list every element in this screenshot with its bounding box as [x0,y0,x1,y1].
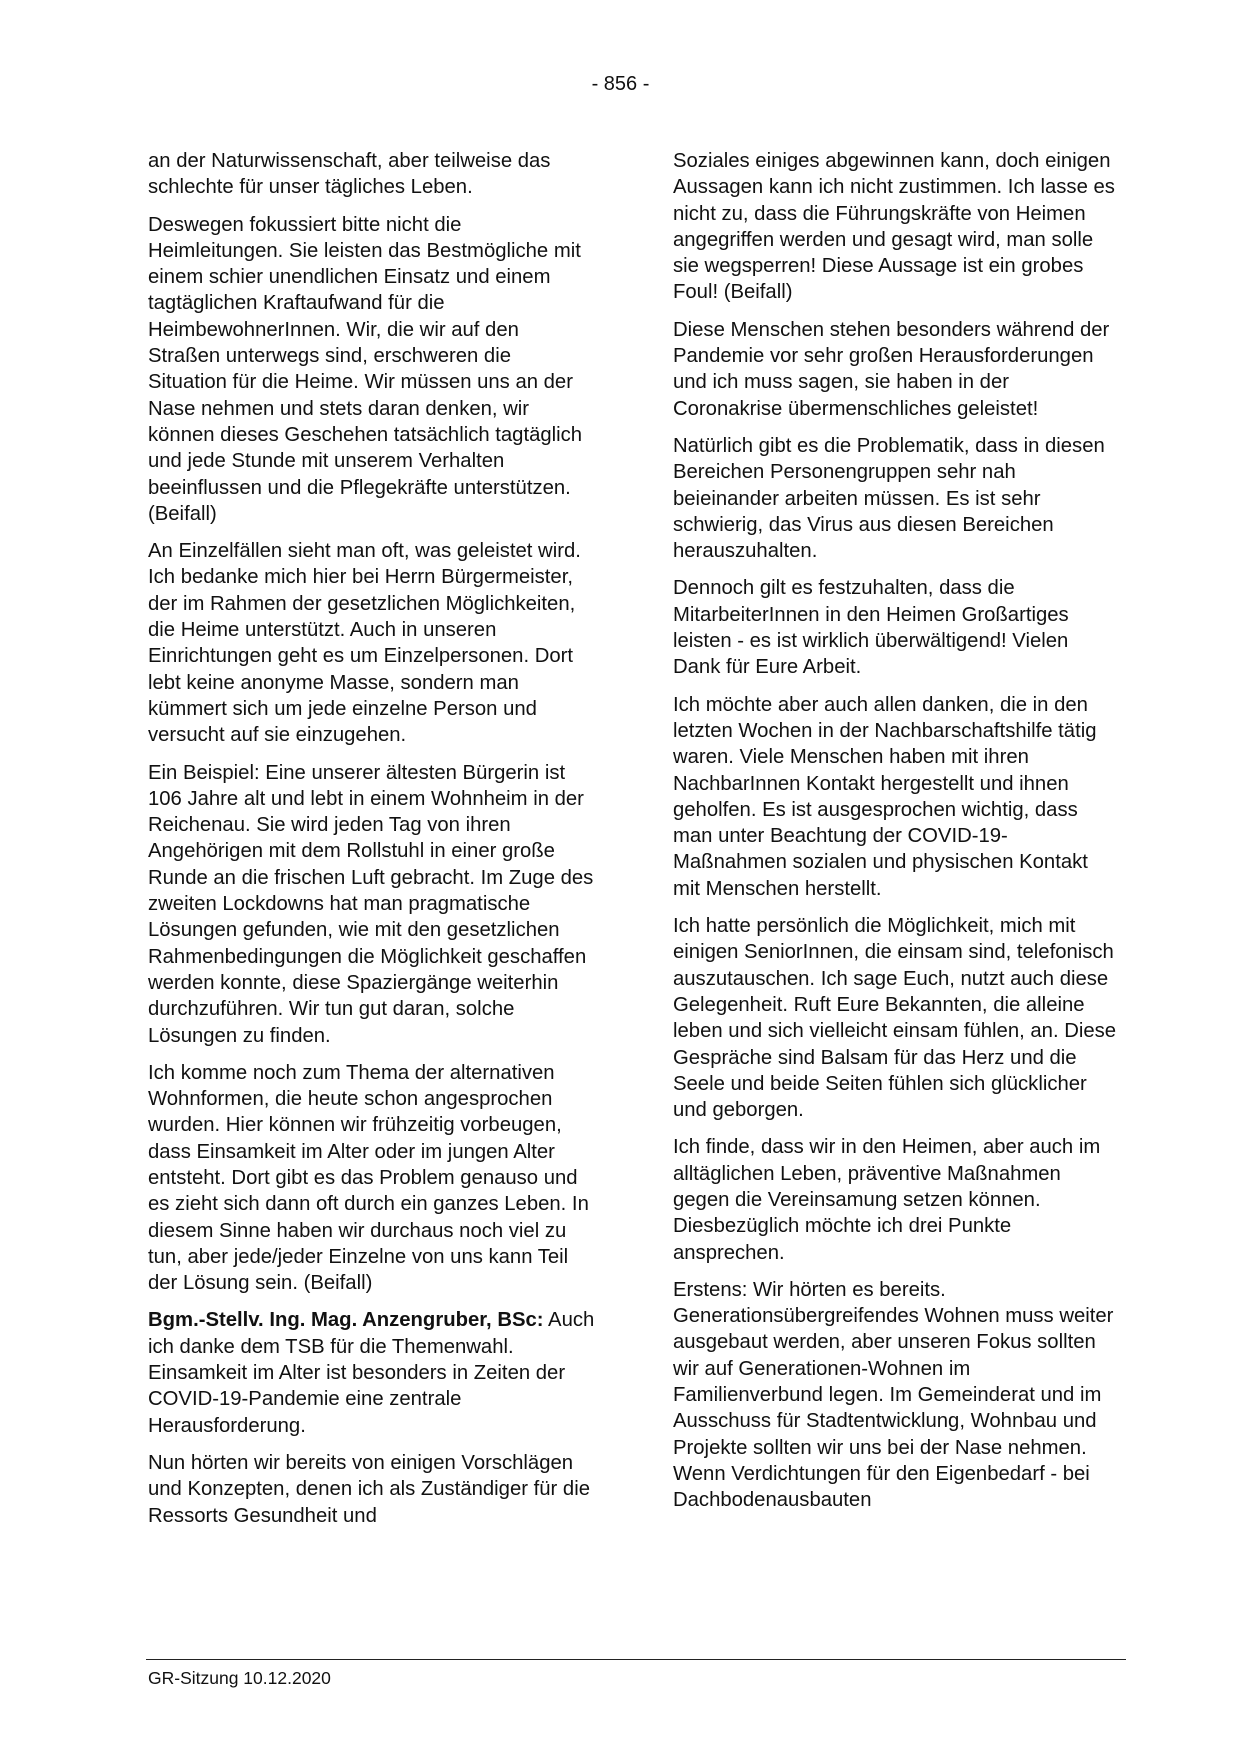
speech-text: Auch ich danke dem TSB für die Themenwahl. Einsamkeit im Alter ist besonders in Zeiten der COVID-19-Pandemie eine zentrale Herausforderung. [148,1309,595,1437]
paragraph: Soziales einiges abgewinnen kann, doch einigen Aussagen kann ich nicht zustimmen. Ich lasse es nicht zu, dass die Führungskräfte von Heimen angegriffen werden und gesagt wird, man solle sie wegsperren! Diese Aussage ist ein grobes Foul! (Beifall) [673,150,1115,304]
paragraph: Erstens: Wir hörten es bereits. Generationsübergreifendes Wohnen muss weiter ausgebaut werden, aber unseren Fokus sollten wir auf Generationen-Wohnen im Familienverbund legen. Im Gemeinderat und im Ausschuss für Stadtentwicklung, Wohnbau und Projekte sollten wir uns bei der Nase nehmen. Wenn Verdichtungen für den Eigenbedarf - bei Dachbodenausbauten [673,1278,1114,1512]
paragraph: Diese Menschen stehen besonders während der Pandemie vor sehr großen Herausforderungen und ich muss sagen, sie haben in der Coronakrise übermenschliches geleistet! [673,318,1110,420]
paragraph: Ich hatte persönlich die Möglichkeit, mich mit einigen SeniorInnen, die einsam sind, telefonisch auszutauschen. Ich sage Euch, nutzt auch diese Gelegenheit. Ruft Eure Bekannten, die alleine leben und sich vielleicht einsam fühlen, an. Diese Gespräche sind Balsam für das Herz und die Seele und beide Seiten fühlen sich glücklicher und geborgen. [673,915,1117,1122]
speaker-paragraph [148,1307,595,1438]
paragraph: Nun hörten wir bereits von einigen Vorschlägen und Konzepten, denen ich als Zuständiger für die Ressorts Gesundheit und [148,1451,590,1527]
footer-divider [146,1659,1126,1660]
paragraph: Ein Beispiel: Eine unserer ältesten Bürgerin ist 106 Jahre alt und lebt in einem Wohnheim in der Reichenau. Sie wird jeden Tag von ihren Angehörigen mit dem Rollstuhl in einer große Runde an die frischen Luft gebracht. Im Zuge des zweiten Lockdowns hat man pragmatische Lösungen gefunden, wie mit den gesetzlichen Rahmenbedingungen die Möglichkeit geschaffen werden konnte, diese Spaziergänge weiterhin durchzuführen. Wir tun gut daran, solche Lösungen zu finden. [148,761,594,1047]
paragraph: Ich finde, dass wir in den Heimen, aber auch im alltäglichen Leben, präventive Maßnahmen gegen die Vereinsamung setzen können. Diesbezüglich möchte ich drei Punkte ansprechen. [673,1136,1101,1264]
paragraph: Natürlich gibt es die Problematik, dass in diesen Bereichen Personengruppen sehr nah beieinander arbeiten müssen. Es ist sehr schwierig, das Virus aus diesen Bereichen herauszuhalten. [673,434,1105,563]
speaker-name: Bgm.-Stellv. Ing. Mag. Anzengruber, BSc: [148,1309,544,1332]
page-number: - 856 - [591,73,650,95]
paragraph: Ich komme noch zum Thema der alternativen Wohnformen, die heute schon angesprochen wurden. Hier können wir frühzeitig vorbeugen, dass Einsamkeit im Alter oder im jungen Alter entsteht. Dort gibt es das Problem genauso und es zieht sich dann oft durch ein ganzes Leben. In diesem Sinne haben wir durchaus noch viel zu tun, aber jede/jeder Einzelne von uns kann Teil der Lösung sein. (Beifall) [148,1061,589,1295]
paragraph: Deswegen fokussiert bitte nicht die Heimleitungen. Sie leisten das Bestmögliche mit einem schier unendlichen Einsatz und einem tagtäglichen Kraftaufwand für die HeimbewohnerInnen. Wir, die wir auf den Straßen unterwegs sind, erschweren die Situation für die Heime. Wir müssen uns an der Nase nehmen und stets daran denken, wir können dieses Geschehen tatsächlich tagtäglich und jede Stunde mit unserem Verhalten beeinflussen und die Pflegekräfte unterstützen. (Beifall) [148,213,583,525]
paragraph: Ich möchte aber auch allen danken, die in den letzten Wochen in der Nachbarschaftshilfe tätig waren. Viele Menschen haben mit ihren NachbarInnen Kontakt hergestellt und ihnen geholfen. Es ist ausgesprochen wichtig, dass man unter Beachtung der COVID-19-Maßnahmen sozialen und physischen Kontakt mit Menschen herstellt. [673,693,1097,900]
paragraph: an der Naturwissenschaft, aber teilweise das schlechte für unser tägliches Leben. [148,150,551,199]
right-column [673,148,1120,1525]
left-column [148,148,595,1540]
footer-session-date: GR-Sitzung 10.12.2020 [148,1668,331,1688]
paragraph: Dennoch gilt es festzuhalten, dass die MitarbeiterInnen in den Heimen Großartiges leisten - es ist wirklich überwältigend! Vielen Dank für Eure Arbeit. [673,577,1069,679]
paragraph: An Einzelfällen sieht man oft, was geleistet wird. Ich bedanke mich hier bei Herrn Bürgermeister, der im Rahmen der gesetzlichen Möglichkeiten, die Heime unterstützt. Auch in unseren Einrichtungen geht es um Einzelpersonen. Dort lebt keine anonyme Masse, sondern man kümmert sich um jede einzelne Person und versucht auf sie einzugehen. [148,540,581,747]
